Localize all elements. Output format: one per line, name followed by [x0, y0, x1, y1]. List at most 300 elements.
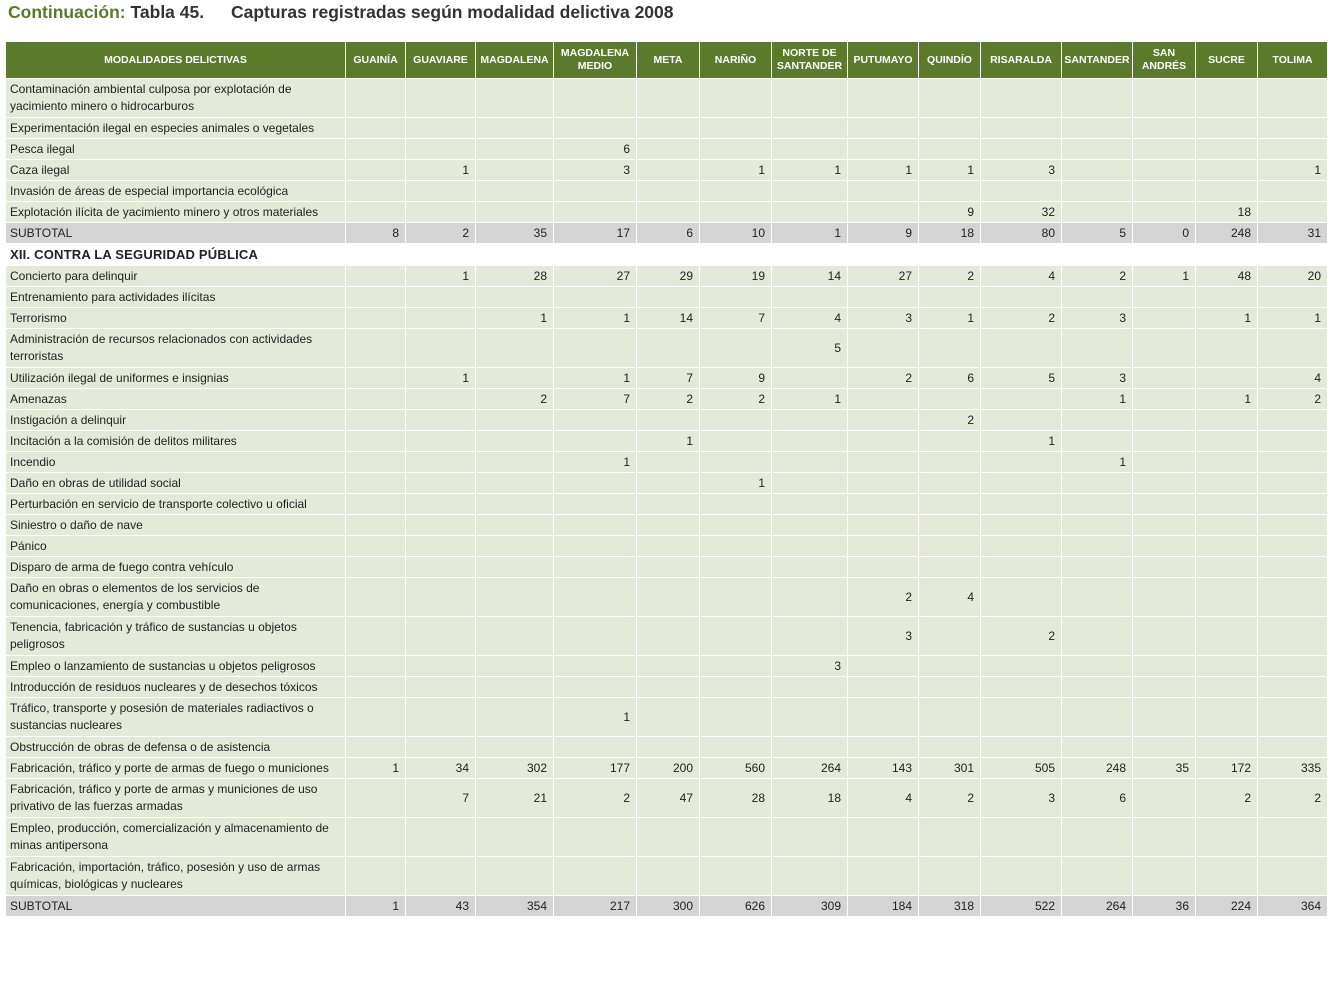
table-cell: 35 — [1133, 758, 1196, 779]
subtotal-row — [6, 223, 1328, 244]
title-table-number: Tabla 45. — [130, 2, 205, 22]
table-cell — [772, 181, 848, 202]
table-cell — [919, 818, 981, 857]
table-cell — [554, 536, 637, 557]
table-cell — [346, 368, 406, 389]
table-cell — [1258, 515, 1328, 536]
table-cell — [554, 410, 637, 431]
table-cell: 2 — [981, 617, 1062, 656]
table-cell: 560 — [700, 758, 772, 779]
table-cell — [346, 181, 406, 202]
table-cell — [476, 287, 554, 308]
table-cell — [848, 452, 919, 473]
row-label: Contaminación ambiental culposa por explotación de yacimiento minero o hidrocarburos — [6, 79, 346, 118]
table-row — [6, 737, 1328, 758]
table-cell — [919, 452, 981, 473]
table-cell — [1062, 494, 1133, 515]
table-cell — [981, 494, 1062, 515]
table-cell — [1258, 118, 1328, 139]
table-cell: 7 — [637, 368, 700, 389]
table-cell: 300 — [637, 896, 700, 917]
table-cell — [1258, 494, 1328, 515]
table-cell — [1133, 329, 1196, 368]
table-cell: 626 — [700, 896, 772, 917]
table-cell: 248 — [1062, 758, 1133, 779]
column-header: SUCRE — [1196, 42, 1258, 79]
table-cell — [346, 79, 406, 118]
row-label: Fabricación, tráfico y porte de armas de fuego o municiones — [6, 758, 346, 779]
table-cell — [700, 287, 772, 308]
table-cell — [848, 737, 919, 758]
table-cell: 143 — [848, 758, 919, 779]
table-cell — [772, 698, 848, 737]
table-cell — [406, 578, 476, 617]
table-cell — [848, 79, 919, 118]
table-cell: 7 — [554, 389, 637, 410]
table-cell — [554, 515, 637, 536]
table-cell: 2 — [1258, 779, 1328, 818]
table-cell — [476, 857, 554, 896]
table-cell — [476, 656, 554, 677]
table-cell: 2 — [406, 223, 476, 244]
table-cell: 264 — [772, 758, 848, 779]
page-title — [8, 2, 674, 23]
table-cell: 2 — [981, 308, 1062, 329]
table-cell — [1196, 79, 1258, 118]
table-cell: 1 — [406, 266, 476, 287]
table-cell — [346, 515, 406, 536]
table-cell — [919, 536, 981, 557]
table-cell: 21 — [476, 779, 554, 818]
table-cell — [1133, 818, 1196, 857]
table-cell — [406, 118, 476, 139]
table-cell — [346, 737, 406, 758]
row-label: Perturbación en servicio de transporte colectivo u oficial — [6, 494, 346, 515]
table-cell — [1258, 287, 1328, 308]
table-cell — [1062, 431, 1133, 452]
table-cell — [1133, 515, 1196, 536]
table-cell — [637, 452, 700, 473]
table-cell — [700, 536, 772, 557]
table-cell — [1196, 494, 1258, 515]
table-cell: 3 — [1062, 308, 1133, 329]
table-cell — [346, 779, 406, 818]
table-cell — [406, 202, 476, 223]
table-cell — [476, 617, 554, 656]
table-cell: 1 — [1258, 308, 1328, 329]
table-cell — [637, 139, 700, 160]
table-cell — [1062, 617, 1133, 656]
column-header: SAN ANDRÉS — [1133, 42, 1196, 79]
table-cell — [1258, 79, 1328, 118]
table-row — [6, 758, 1328, 779]
table-cell — [1196, 431, 1258, 452]
table-row — [6, 266, 1328, 287]
table-cell — [1258, 139, 1328, 160]
table-cell — [1196, 410, 1258, 431]
table-cell — [406, 410, 476, 431]
table-cell: 1 — [700, 160, 772, 181]
table-cell — [637, 118, 700, 139]
table-cell: 1 — [554, 308, 637, 329]
row-label: Obstrucción de obras de defensa o de asistencia — [6, 737, 346, 758]
table-cell: 80 — [981, 223, 1062, 244]
table-cell — [346, 389, 406, 410]
table-cell — [981, 329, 1062, 368]
table-cell — [637, 287, 700, 308]
table-cell — [1062, 578, 1133, 617]
table-cell — [1196, 368, 1258, 389]
table-cell: 522 — [981, 896, 1062, 917]
table-cell: 1 — [1258, 160, 1328, 181]
row-label: Invasión de áreas de especial importancia ecológica — [6, 181, 346, 202]
table-cell: 4 — [981, 266, 1062, 287]
table-cell — [406, 677, 476, 698]
table-cell — [406, 308, 476, 329]
table-cell: 364 — [1258, 896, 1328, 917]
table-cell — [406, 818, 476, 857]
row-label: Disparo de arma de fuego contra vehículo — [6, 557, 346, 578]
table-cell — [637, 202, 700, 223]
table-cell — [700, 677, 772, 698]
table-cell — [346, 202, 406, 223]
table-cell — [919, 617, 981, 656]
table-cell: 18 — [919, 223, 981, 244]
table-cell — [1133, 308, 1196, 329]
table-cell — [346, 118, 406, 139]
table-cell — [476, 677, 554, 698]
table-row — [6, 698, 1328, 737]
table-cell — [1062, 677, 1133, 698]
row-label: Daño en obras de utilidad social — [6, 473, 346, 494]
table-cell — [772, 494, 848, 515]
table-cell — [1133, 578, 1196, 617]
table-cell — [1258, 536, 1328, 557]
table-cell — [637, 329, 700, 368]
column-header: NORTE DE SANTANDER — [772, 42, 848, 79]
table-cell — [637, 557, 700, 578]
table-cell — [1258, 677, 1328, 698]
table-cell — [637, 536, 700, 557]
table-cell — [919, 515, 981, 536]
table-cell — [476, 139, 554, 160]
table-cell: 177 — [554, 758, 637, 779]
table-cell — [848, 139, 919, 160]
table-cell — [406, 287, 476, 308]
table-cell — [981, 698, 1062, 737]
row-label: Siniestro o daño de nave — [6, 515, 346, 536]
table-cell — [1062, 656, 1133, 677]
section-header-row — [6, 244, 1328, 266]
table-cell: 17 — [554, 223, 637, 244]
table-cell: 19 — [700, 266, 772, 287]
table-cell — [476, 181, 554, 202]
table-cell — [772, 578, 848, 617]
table-cell — [1062, 737, 1133, 758]
table-cell: 318 — [919, 896, 981, 917]
table-cell — [1196, 617, 1258, 656]
table-cell — [476, 698, 554, 737]
table-cell: 5 — [772, 329, 848, 368]
table-cell: 1 — [772, 389, 848, 410]
table-cell: 1 — [981, 431, 1062, 452]
table-cell — [1133, 494, 1196, 515]
table-cell — [848, 118, 919, 139]
table-cell — [1133, 779, 1196, 818]
table-cell — [700, 139, 772, 160]
table-cell — [554, 737, 637, 758]
row-label: Instigación a delinquir — [6, 410, 346, 431]
table-cell — [346, 308, 406, 329]
table-cell — [1133, 202, 1196, 223]
table-row — [6, 515, 1328, 536]
table-cell — [1258, 410, 1328, 431]
table-cell — [1062, 473, 1133, 494]
table-cell — [476, 515, 554, 536]
table-cell: 505 — [981, 758, 1062, 779]
table-cell: 29 — [637, 266, 700, 287]
table-cell — [1258, 857, 1328, 896]
table-cell: 184 — [848, 896, 919, 917]
table-cell — [554, 202, 637, 223]
table-cell — [919, 473, 981, 494]
table-cell: 4 — [1258, 368, 1328, 389]
table-cell — [476, 202, 554, 223]
table-cell — [700, 818, 772, 857]
table-row — [6, 118, 1328, 139]
table-row — [6, 617, 1328, 656]
table-cell: 1 — [637, 431, 700, 452]
table-cell — [554, 656, 637, 677]
table-cell: 224 — [1196, 896, 1258, 917]
table-cell — [1062, 410, 1133, 431]
table-cell — [554, 431, 637, 452]
table-cell: 14 — [772, 266, 848, 287]
table-cell — [1258, 578, 1328, 617]
table-cell — [1062, 698, 1133, 737]
table-cell — [554, 557, 637, 578]
row-label: Empleo o lanzamiento de sustancias u objetos peligrosos — [6, 656, 346, 677]
title-text: Capturas registradas según modalidad delictiva 2008 — [230, 2, 674, 22]
table-cell: 6 — [554, 139, 637, 160]
table-cell: 1 — [406, 368, 476, 389]
table-cell: 1 — [919, 308, 981, 329]
table-cell: 2 — [476, 389, 554, 410]
table-cell — [772, 287, 848, 308]
table-cell: 309 — [772, 896, 848, 917]
table-cell — [700, 737, 772, 758]
table-cell — [1133, 287, 1196, 308]
table-cell — [1062, 857, 1133, 896]
table-cell — [919, 79, 981, 118]
table-cell — [772, 118, 848, 139]
table-cell — [981, 515, 1062, 536]
table-cell: 248 — [1196, 223, 1258, 244]
table-cell — [919, 431, 981, 452]
table-cell — [700, 181, 772, 202]
table-cell: 2 — [1258, 389, 1328, 410]
table-cell — [476, 494, 554, 515]
table-cell — [346, 329, 406, 368]
table-cell: 9 — [700, 368, 772, 389]
table-cell: 3 — [981, 779, 1062, 818]
table-cell — [1133, 536, 1196, 557]
column-header: SANTANDER — [1062, 42, 1133, 79]
table-cell — [346, 473, 406, 494]
table-cell: 32 — [981, 202, 1062, 223]
table-cell — [476, 368, 554, 389]
table-row — [6, 368, 1328, 389]
table-cell — [981, 79, 1062, 118]
table-cell — [1133, 473, 1196, 494]
table-cell: 1 — [1133, 266, 1196, 287]
table-cell — [1196, 515, 1258, 536]
table-cell — [919, 181, 981, 202]
table-cell — [1196, 181, 1258, 202]
table-cell: 3 — [848, 308, 919, 329]
table-row — [6, 452, 1328, 473]
table-cell — [406, 79, 476, 118]
table-cell: 1 — [772, 160, 848, 181]
row-label: Tenencia, fabricación y tráfico de sustancias u objetos peligrosos — [6, 617, 346, 656]
table-cell — [637, 578, 700, 617]
table-cell — [406, 698, 476, 737]
table-cell — [1133, 181, 1196, 202]
table-cell — [1258, 656, 1328, 677]
table-row — [6, 410, 1328, 431]
table-cell — [848, 431, 919, 452]
table-cell: 7 — [406, 779, 476, 818]
table-body — [6, 79, 1328, 917]
table-cell — [700, 79, 772, 118]
table-cell — [700, 202, 772, 223]
table-cell: 3 — [772, 656, 848, 677]
table-cell — [1196, 677, 1258, 698]
table-cell — [476, 818, 554, 857]
table-cell: 1 — [554, 698, 637, 737]
table-cell: 9 — [848, 223, 919, 244]
table-cell — [637, 494, 700, 515]
table-cell — [346, 578, 406, 617]
title-prefix: Continuación: — [8, 2, 126, 22]
table-cell — [1196, 536, 1258, 557]
table-cell — [1062, 818, 1133, 857]
table-cell — [554, 617, 637, 656]
table-cell — [346, 698, 406, 737]
table-cell — [1196, 698, 1258, 737]
table-cell — [1258, 202, 1328, 223]
table-cell — [406, 181, 476, 202]
table-cell — [700, 578, 772, 617]
table-cell: 354 — [476, 896, 554, 917]
table-cell — [700, 410, 772, 431]
table-cell — [848, 818, 919, 857]
table-cell — [1258, 473, 1328, 494]
row-label: Incendio — [6, 452, 346, 473]
table-row — [6, 329, 1328, 368]
table-cell — [406, 617, 476, 656]
table-row — [6, 677, 1328, 698]
table-cell — [919, 557, 981, 578]
table-cell — [406, 452, 476, 473]
table-cell — [1062, 79, 1133, 118]
table-cell — [554, 79, 637, 118]
table-cell — [476, 410, 554, 431]
table-cell — [700, 515, 772, 536]
table-cell: 1 — [406, 160, 476, 181]
table-row — [6, 656, 1328, 677]
table-cell — [772, 857, 848, 896]
table-cell — [772, 557, 848, 578]
table-cell: 172 — [1196, 758, 1258, 779]
table-cell: 1 — [554, 452, 637, 473]
table-row — [6, 536, 1328, 557]
table-cell — [1062, 118, 1133, 139]
table-cell — [637, 160, 700, 181]
table-cell: 2 — [637, 389, 700, 410]
table-cell — [772, 515, 848, 536]
table-cell: 1 — [346, 896, 406, 917]
table-cell — [476, 557, 554, 578]
table-cell — [700, 617, 772, 656]
row-label: Concierto para delinquir — [6, 266, 346, 287]
table-cell — [1133, 737, 1196, 758]
table-cell — [476, 431, 554, 452]
row-label: Pesca ilegal — [6, 139, 346, 160]
table-cell — [1258, 737, 1328, 758]
table-cell: 20 — [1258, 266, 1328, 287]
row-label: Introducción de residuos nucleares y de desechos tóxicos — [6, 677, 346, 698]
table-cell — [554, 818, 637, 857]
table-cell — [346, 431, 406, 452]
table-cell — [554, 677, 637, 698]
table-cell: 6 — [637, 223, 700, 244]
table-cell: 0 — [1133, 223, 1196, 244]
table-cell — [476, 118, 554, 139]
table-cell: 36 — [1133, 896, 1196, 917]
table-cell: 10 — [700, 223, 772, 244]
table-cell: 2 — [919, 410, 981, 431]
table-cell — [848, 557, 919, 578]
subtotal-row — [6, 896, 1328, 917]
table-cell — [981, 557, 1062, 578]
table-cell — [848, 389, 919, 410]
table-cell: 2 — [1062, 266, 1133, 287]
table-cell — [981, 578, 1062, 617]
table-cell — [406, 857, 476, 896]
table-cell — [981, 473, 1062, 494]
table-cell: 27 — [848, 266, 919, 287]
table-cell — [1062, 557, 1133, 578]
table-cell — [1196, 857, 1258, 896]
table-cell — [700, 698, 772, 737]
column-header: QUINDÍO — [919, 42, 981, 79]
table-cell — [772, 139, 848, 160]
table-cell — [346, 818, 406, 857]
table-cell: 5 — [1062, 223, 1133, 244]
table-cell — [637, 515, 700, 536]
table-cell — [406, 515, 476, 536]
table-cell — [346, 857, 406, 896]
table-cell: 28 — [476, 266, 554, 287]
table-cell — [554, 329, 637, 368]
table-cell: 1 — [1196, 308, 1258, 329]
table-cell — [700, 118, 772, 139]
table-cell — [637, 473, 700, 494]
table-cell: 1 — [700, 473, 772, 494]
table-cell — [1133, 857, 1196, 896]
table-cell: 4 — [919, 578, 981, 617]
